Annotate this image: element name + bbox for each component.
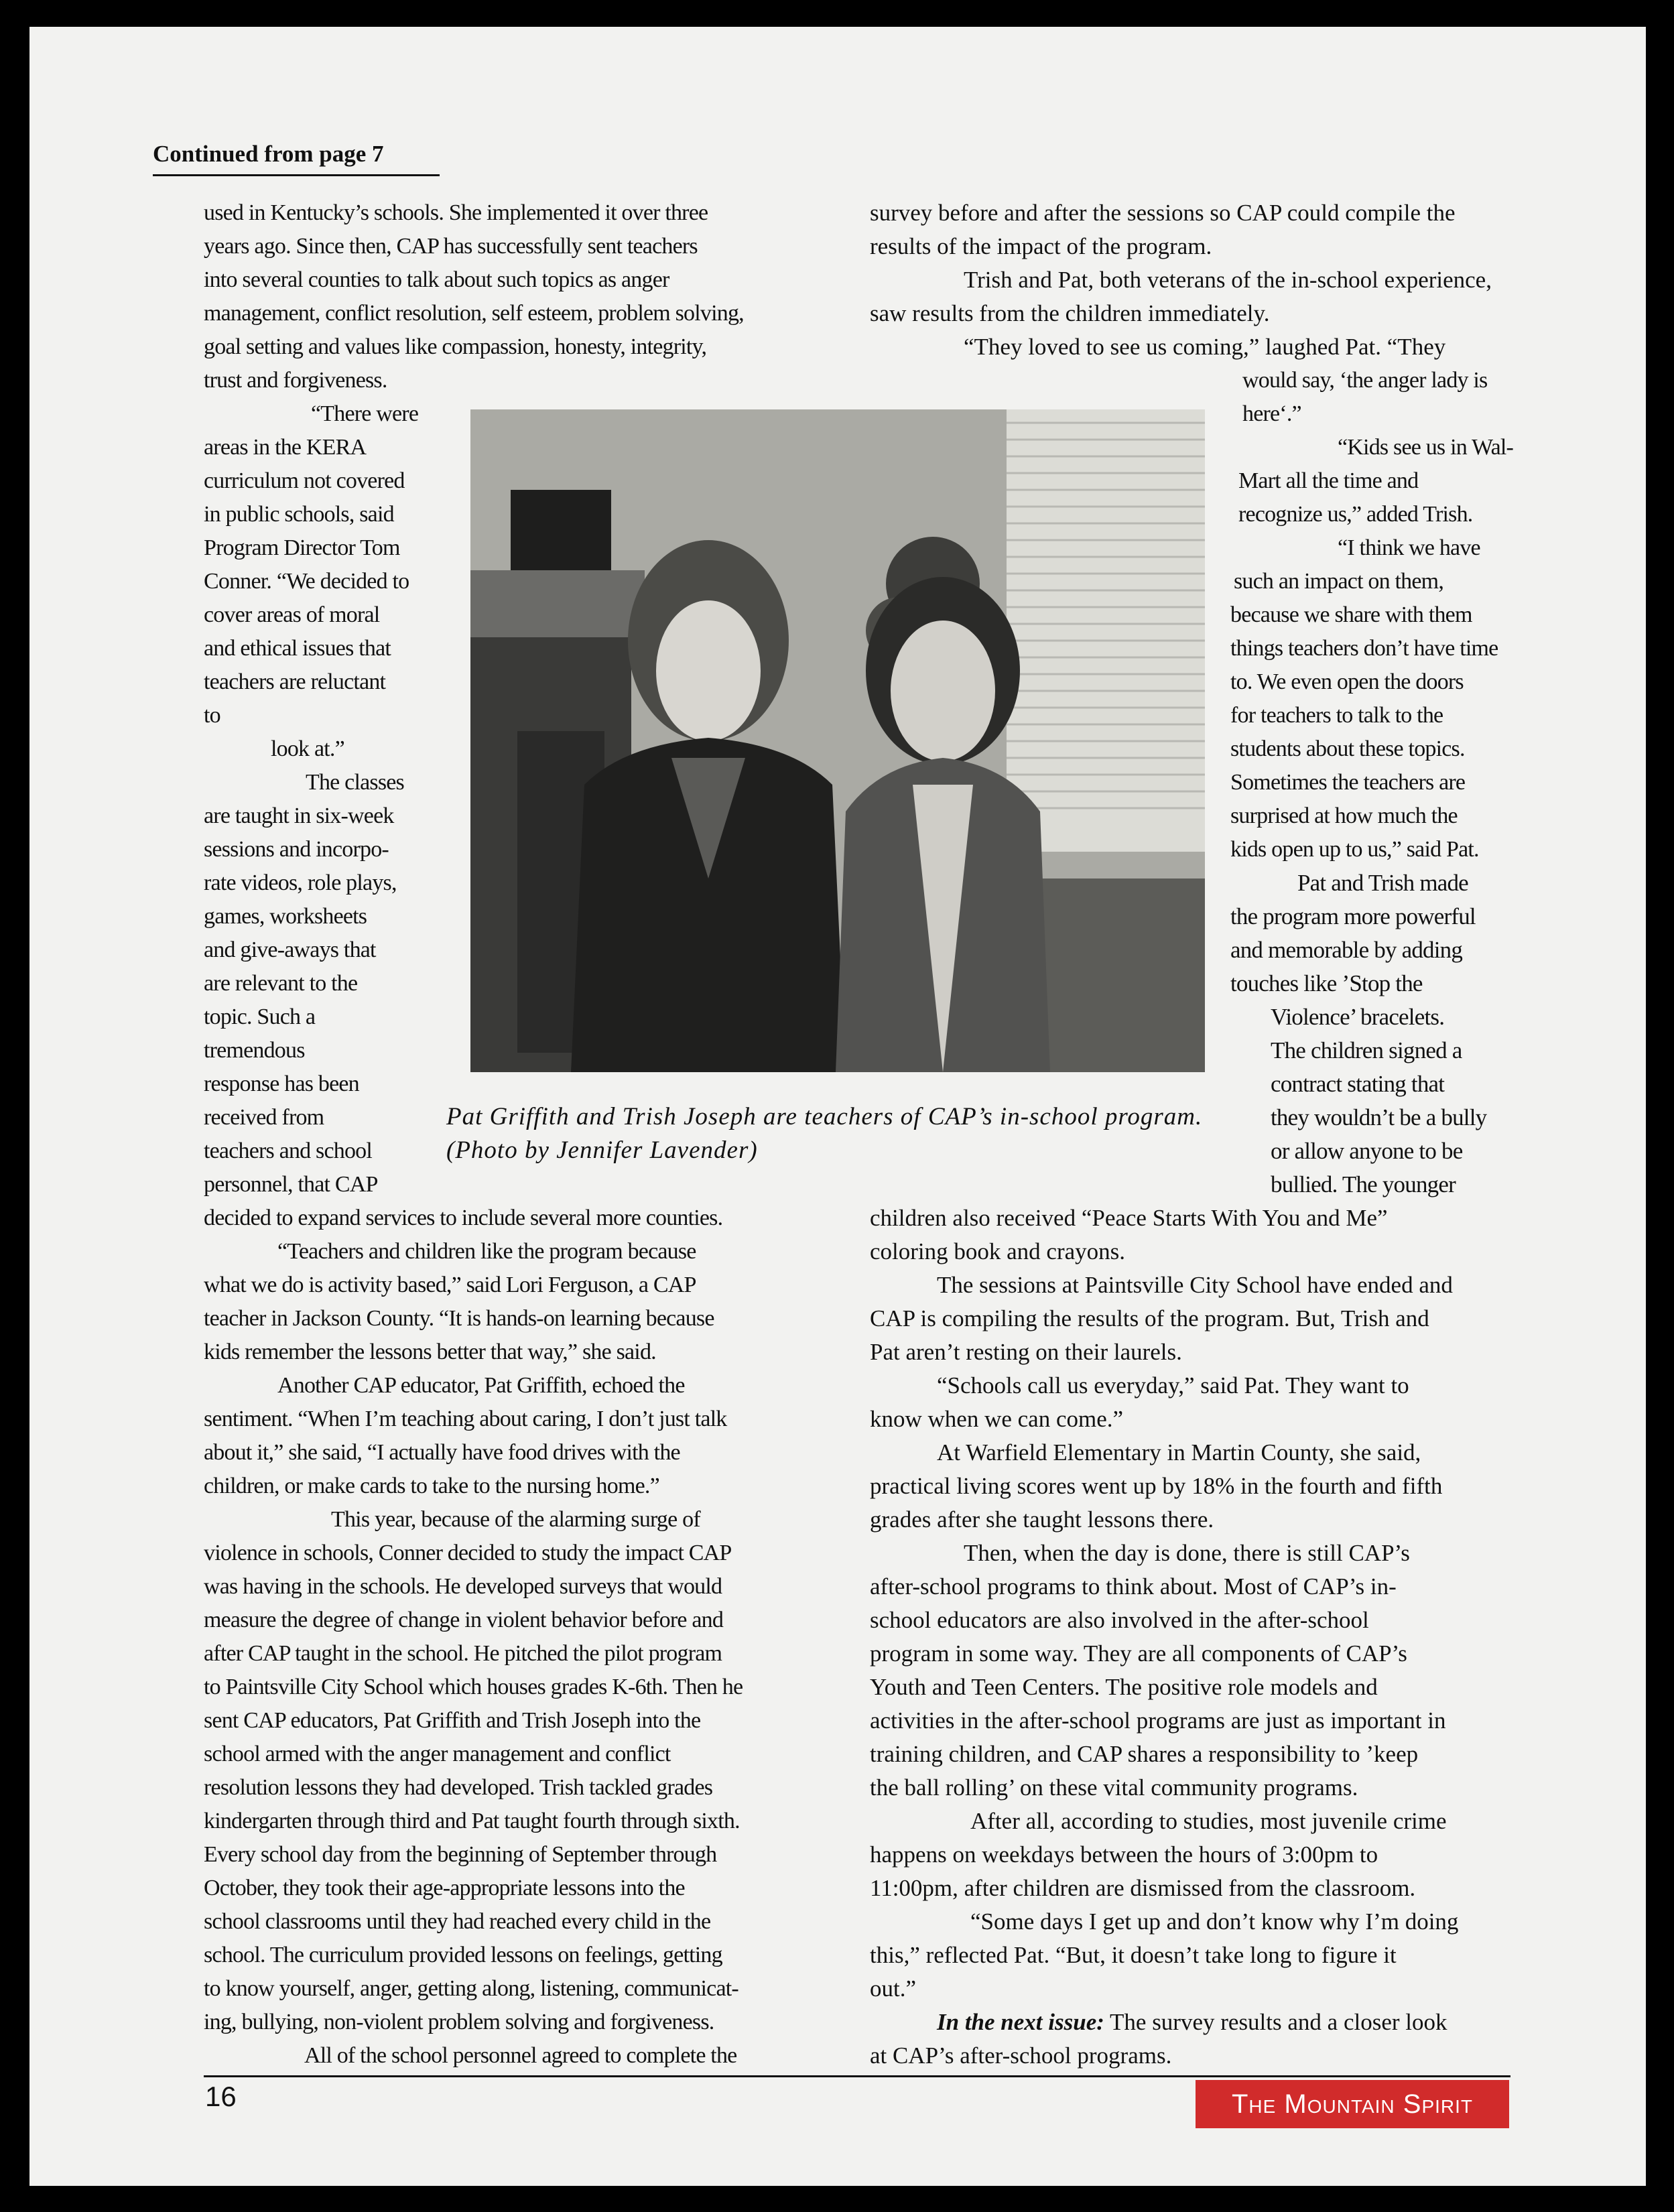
text-line: saw results from the children immediately. [870,300,1270,326]
text-line: children also received “Peace Starts With You and Me” [870,1205,1388,1231]
text-line: contract stating that [1271,1071,1445,1097]
text-line: Pat and Trish made [1297,870,1468,896]
text-line: results of the impact of the program. [870,233,1212,259]
text-line: to know yourself, anger, getting along, listening, communicat- [204,1976,738,2001]
text-line: Another CAP educator, Pat Griffith, echoed the [277,1373,685,1398]
text-line: trust and forgiveness. [204,368,387,393]
text-line: touches like ’Stop the [1230,970,1423,996]
text-line: decided to expand services to include several more counties. [204,1206,723,1230]
text-line: response has been [204,1071,359,1096]
text-line: after CAP taught in the school. He pitched the pilot program [204,1641,722,1666]
text-line: about it,” she said, “I actually have food drives with the [204,1440,680,1465]
text-line: Youth and Teen Centers. The positive role models and [870,1674,1378,1700]
text-line: used in Kentucky’s schools. She implemented it over three [204,200,708,225]
text-line: was having in the schools. He developed surveys that would [204,1574,722,1599]
text-line: to [204,703,220,728]
text-line: at CAP’s after-school programs. [870,2042,1172,2069]
text-line: “Kids see us in Wal- [1338,435,1514,460]
text-line: rate videos, role plays, [204,870,397,895]
text-line: “There were [311,401,419,426]
right-column-bottom [870,1201,1547,2073]
text-line: Mart all the time and [1238,468,1419,493]
text-line: they wouldn’t be a bully [1271,1104,1487,1130]
left-column-wrap [204,397,452,1201]
text-line: would say, ‘the anger lady is [1242,368,1488,393]
text-line: coloring book and crayons. [870,1238,1126,1264]
right-column-wrap [1230,364,1545,1201]
text-line: school classrooms until they had reached every child in the [204,1909,711,1934]
right-column-top [870,196,1540,364]
text-line: children, or make cards to take to the nursing home.” [204,1474,659,1498]
page-number: 16 [205,2081,237,2112]
text-line: recognize us,” added Trish. [1238,502,1473,527]
text-line: things teachers don’t have time [1230,636,1498,661]
text-line: know when we can come.” [870,1406,1124,1432]
photo-caption [446,1100,1202,1167]
text-line: and memorable by adding [1230,937,1463,963]
text-line: teachers and school [204,1138,373,1163]
photo-illustration [470,409,1205,1072]
text-line: years ago. Since then, CAP has successfully sent teachers [204,234,698,259]
text-line: practical living scores went up by 18% in the fourth and fifth [870,1473,1443,1499]
left-column-top [204,196,840,397]
text-line: measure the degree of change in violent behavior before and [204,1608,724,1632]
text-line: because we share with them [1230,602,1472,627]
text-line: “Teachers and children like the program because [277,1239,696,1264]
text-line: Program Director Tom [204,535,400,560]
text-line: to Paintsville City School which houses grades K-6th. Then he [204,1675,743,1699]
text-line: happens on weekdays between the hours of 3:00pm to [870,1841,1378,1868]
text-line: Sometimes the teachers are [1230,770,1466,795]
text-line: students about these topics. [1230,736,1465,761]
next-issue-label: In the next issue: [937,2009,1104,2035]
text-line: and ethical issues that [204,636,391,661]
text-line: cover areas of moral [204,602,380,627]
text-line: program in some way. They are all components of CAP’s [870,1640,1407,1667]
text-line: “I think we have [1338,535,1480,560]
text-line: Conner. “We decided to [204,569,409,594]
text-line: At Warfield Elementary in Martin County, she said, [937,1439,1421,1466]
text-line: or allow anyone to be [1271,1138,1463,1164]
text-line: Trish and Pat, both veterans of the in-school experience, [964,267,1492,293]
text-line: “They loved to see us coming,” laughed Pat. “They [964,334,1446,360]
text-line: training children, and CAP shares a responsibility to ’keep [870,1741,1419,1767]
text-line: All of the school personnel agreed to complete the [304,2043,737,2068]
text-line: personnel, that CAP [204,1172,378,1197]
text-line: out.” [870,1975,917,2002]
text-line: received from [204,1105,324,1130]
text-line: the program more powerful [1230,903,1476,929]
text-line: Pat aren’t resting on their laurels. [870,1339,1182,1365]
text-line: sentiment. “When I’m teaching about caring, I don’t just talk [204,1407,727,1431]
text-line: areas in the KERA [204,435,367,460]
text-line: what we do is activity based,” said Lori Ferguson, a CAP [204,1273,696,1297]
text-line: sessions and incorpo- [204,837,389,862]
left-column-bottom [204,1201,840,2073]
text-line: management, conflict resolution, self esteem, problem solving, [204,301,744,326]
text-line: curriculum not covered [204,468,405,493]
text-line: school educators are also involved in the after-school [870,1607,1369,1633]
footer-rule [204,2075,1510,2077]
publication-name: The Mountain Spirit [1196,2080,1509,2128]
text-line: in public schools, said [204,502,394,527]
caption-line: Pat Griffith and Trish Joseph are teachers of CAP’s in-school program. [446,1103,1203,1130]
text-line: such an impact on them, [1234,569,1444,594]
text-line: to. We even open the doors [1230,669,1464,694]
magazine-page [29,27,1646,2186]
text-line: goal setting and values like compassion, honesty, integrity, [204,334,707,359]
text-line: kids open up to us,” said Pat. [1230,837,1479,862]
text-line: the ball rolling’ on these vital community programs. [870,1774,1358,1801]
teachers-photo [470,409,1205,1072]
header-rule [153,174,440,176]
text-line: teacher in Jackson County. “It is hands-on learning because [204,1306,714,1331]
text-line: surprised at how much the [1230,803,1458,828]
next-issue-text: The survey results and a closer look [1104,2009,1447,2035]
text-line: school. The curriculum provided lessons on feelings, getting [204,1943,722,1967]
text-line: teachers are reluctant [204,669,386,694]
text-line: activities in the after-school programs are just as important in [870,1707,1446,1734]
text-line: and give-aways that [204,937,376,962]
text-line: After all, according to studies, most juvenile crime [970,1808,1447,1834]
text-line: here‘.” [1242,401,1301,426]
text-line: The classes [306,770,404,795]
text-line: grades after she taught lessons there. [870,1506,1214,1533]
text-line: 11:00pm, after children are dismissed from the classroom. [870,1875,1416,1901]
next-issue-line [870,2006,1547,2039]
text-line: survey before and after the sessions so CAP could compile the [870,200,1456,226]
text-line: “Schools call us everyday,” said Pat. They want to [937,1372,1409,1398]
text-line: tremendous [204,1038,305,1063]
text-line: after-school programs to think about. Most of CAP’s in- [870,1573,1397,1600]
text-line: games, worksheets [204,904,367,929]
text-line: Then, when the day is done, there is still CAP’s [964,1540,1410,1566]
text-line: for teachers to talk to the [1230,703,1443,728]
text-line: “Some days I get up and don’t know why I’m doing [970,1908,1459,1935]
text-line: sent CAP educators, Pat Griffith and Trish Joseph into the [204,1708,701,1733]
text-line: topic. Such a [204,1004,316,1029]
text-line: October, they took their age-appropriate lessons into the [204,1876,685,1900]
caption-line: (Photo by Jennifer Lavender) [446,1136,758,1164]
text-line: into several counties to talk about such topics as anger [204,267,669,292]
text-line: this,” reflected Pat. “But, it doesn’t take long to figure it [870,1942,1397,1968]
text-line: The sessions at Paintsville City School have ended and [937,1272,1453,1298]
text-line: CAP is compiling the results of the program. But, Trish and [870,1305,1429,1331]
text-line: school armed with the anger management and conflict [204,1742,671,1766]
text-line: violence in schools, Conner decided to study the impact CAP [204,1541,732,1565]
text-line: This year, because of the alarming surge of [331,1507,700,1532]
text-line: Violence’ bracelets. [1271,1004,1445,1030]
text-line: Every school day from the beginning of September through [204,1842,717,1867]
text-line: resolution lessons they had developed. Trish tackled grades [204,1775,713,1800]
continued-label: Continued from page 7 [153,141,384,167]
text-line: kindergarten through third and Pat taught fourth through sixth. [204,1809,740,1833]
text-line: bullied. The younger [1271,1171,1456,1197]
text-line: are relevant to the [204,971,358,996]
text-line: The children signed a [1271,1037,1462,1063]
text-line: are taught in six-week [204,803,394,828]
text-line: kids remember the lessons better that way,” she said. [204,1340,656,1364]
text-line: look at.” [271,736,344,761]
text-line: ing, bullying, non-violent problem solving and forgiveness. [204,2010,714,2034]
